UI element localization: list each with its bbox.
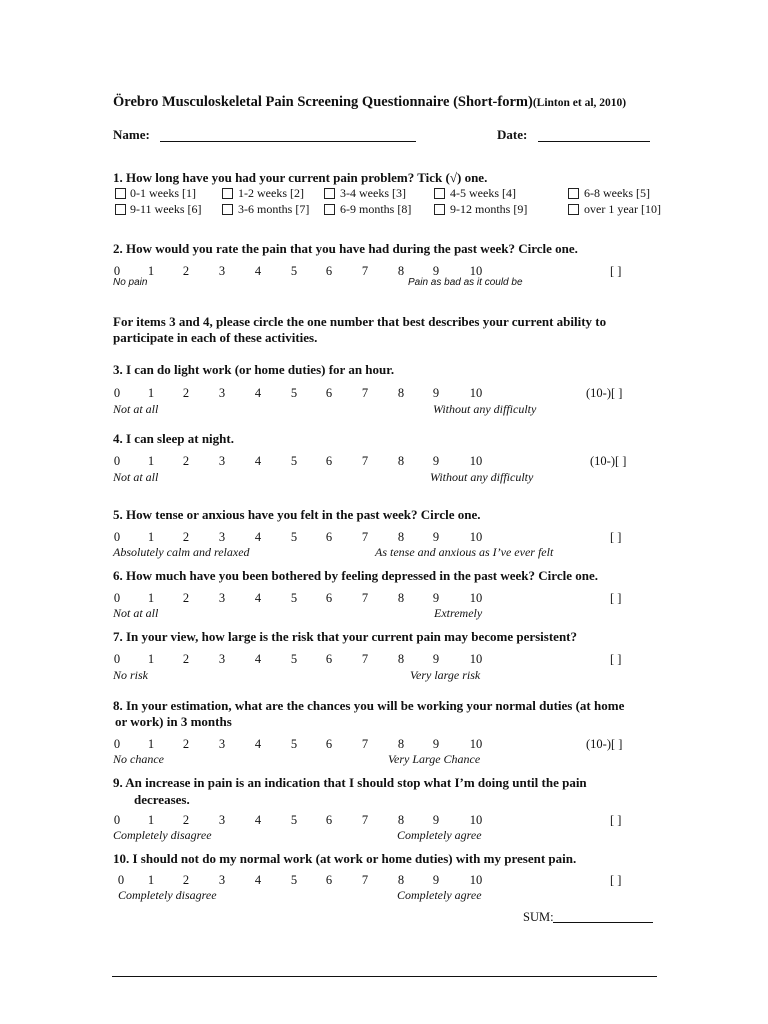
- question-7: 7. In your view, how large is the risk that your current pain may become persistent?: [113, 629, 578, 644]
- instruction-line-1: For items 3 and 4, please circle the one number that best describes your current ability to: [113, 314, 607, 329]
- scale-option-10[interactable]: 10: [469, 591, 483, 605]
- scale-high-anchor: Without any difficulty: [433, 402, 537, 416]
- question-3: 3. I can do light work (or home duties) for an hour.: [113, 362, 395, 377]
- score-box[interactable]: [ ]: [610, 264, 622, 278]
- scale-high-anchor: Completely agree: [397, 888, 482, 902]
- scale-high-anchor: As tense and anxious as I’ve ever felt: [375, 545, 554, 559]
- scale-low-anchor: Not at all: [113, 470, 159, 484]
- scale-option-8[interactable]: 8: [397, 591, 405, 605]
- date-label: Date:: [497, 127, 528, 142]
- scale-option-4[interactable]: 4: [254, 652, 262, 666]
- scale-option-0[interactable]: 0: [113, 386, 121, 400]
- checkbox-4-5-weeks[interactable]: [434, 188, 445, 199]
- question-8-continued: or work) in 3 months: [115, 714, 232, 729]
- option-label: 1-2 weeks [2]: [238, 186, 304, 200]
- scale-option-6[interactable]: 6: [325, 264, 333, 278]
- scale-option-5[interactable]: 5: [290, 813, 298, 827]
- scale-low-anchor: Not at all: [113, 402, 159, 416]
- question-6: 6. How much have you been bothered by feeling depressed in the past week? Circle one.: [113, 568, 598, 583]
- option-label: 4-5 weeks [4]: [450, 186, 516, 200]
- checkbox-3-6-months[interactable]: [222, 204, 233, 215]
- scale-low-anchor: No pain: [113, 277, 148, 288]
- scale-option-8[interactable]: 8: [397, 530, 405, 544]
- option-label: 3-6 months [7]: [238, 202, 310, 216]
- scale-option-6[interactable]: 6: [325, 813, 333, 827]
- question-2: 2. How would you rate the pain that you have had during the past week? Circle one.: [113, 241, 578, 256]
- scale-low-anchor: Absolutely calm and relaxed: [113, 545, 250, 559]
- scale-option-3[interactable]: 3: [218, 591, 226, 605]
- question-9-continued: decreases.: [134, 792, 190, 807]
- scale-option-7[interactable]: 7: [361, 264, 369, 278]
- scale-option-9[interactable]: 9: [432, 530, 440, 544]
- option-label: 6-8 weeks [5]: [584, 186, 650, 200]
- scale-option-7[interactable]: 7: [361, 652, 369, 666]
- scale-option-6[interactable]: 6: [325, 652, 333, 666]
- instruction-line-2: participate in each of these activities.: [113, 330, 318, 345]
- sum-field[interactable]: [553, 922, 653, 923]
- scale-option-7[interactable]: 7: [361, 454, 369, 468]
- scale-low-anchor: No risk: [113, 668, 149, 682]
- scale-high-anchor: Very large risk: [410, 668, 481, 682]
- scale-option-8[interactable]: 8: [397, 873, 405, 887]
- scale-option-10[interactable]: 10: [469, 652, 483, 666]
- scale-option-5[interactable]: 5: [290, 386, 298, 400]
- scale-option-2[interactable]: 2: [182, 737, 190, 751]
- option-label: 0-1 weeks [1]: [130, 186, 196, 200]
- title-main: Örebro Musculoskeletal Pain Screening Questionnaire (Short-form): [113, 94, 533, 110]
- name-field[interactable]: [160, 141, 416, 142]
- scale-option-10[interactable]: 10: [469, 813, 483, 827]
- title-citation: (Linton et al, 2010): [532, 97, 627, 109]
- scale-option-3[interactable]: 3: [218, 873, 226, 887]
- scale-option-5[interactable]: 5: [290, 873, 298, 887]
- scale-low-anchor: Completely disagree: [118, 888, 217, 902]
- scale-option-2[interactable]: 2: [182, 264, 190, 278]
- scale-high-anchor: Without any difficulty: [430, 470, 534, 484]
- scale-option-3[interactable]: 3: [218, 813, 226, 827]
- option-label: 3-4 weeks [3]: [340, 186, 406, 200]
- scale-option-3[interactable]: 3: [218, 264, 226, 278]
- scale-option-10[interactable]: 10: [469, 264, 483, 278]
- scale-option-0[interactable]: 0: [113, 737, 121, 751]
- scale-option-0[interactable]: 0: [117, 873, 125, 887]
- scale-option-5[interactable]: 5: [290, 737, 298, 751]
- scale-option-4[interactable]: 4: [254, 591, 262, 605]
- scale-option-2[interactable]: 2: [182, 386, 190, 400]
- scale-option-9[interactable]: 9: [432, 591, 440, 605]
- scale-option-2[interactable]: 2: [182, 813, 190, 827]
- scale-option-10[interactable]: 10: [469, 454, 483, 468]
- scale-option-10[interactable]: 10: [469, 386, 483, 400]
- scale-low-anchor: No chance: [113, 752, 164, 766]
- scale-option-8[interactable]: 8: [397, 386, 405, 400]
- scale-option-0[interactable]: 0: [113, 454, 121, 468]
- scale-option-7[interactable]: 7: [361, 386, 369, 400]
- option-label: 9-12 months [9]: [450, 202, 528, 216]
- scale-option-0[interactable]: 0: [113, 652, 121, 666]
- scale-option-6[interactable]: 6: [325, 530, 333, 544]
- scale-option-2[interactable]: 2: [182, 530, 190, 544]
- scale-option-1[interactable]: 1: [147, 737, 155, 751]
- score-box[interactable]: [ ]: [610, 591, 622, 605]
- scale-option-3[interactable]: 3: [218, 386, 226, 400]
- checkbox-0-1-weeks[interactable]: [115, 188, 126, 199]
- footer-rule: [112, 976, 657, 977]
- scale-option-8[interactable]: 8: [397, 813, 405, 827]
- scale-option-0[interactable]: 0: [113, 813, 121, 827]
- scale-option-5[interactable]: 5: [290, 454, 298, 468]
- score-box[interactable]: (10-)[ ]: [590, 454, 627, 468]
- scale-option-3[interactable]: 3: [218, 530, 226, 544]
- page-title: [113, 94, 626, 111]
- scale-option-1[interactable]: 1: [147, 530, 155, 544]
- scale-option-1[interactable]: 1: [147, 652, 155, 666]
- scale-option-1[interactable]: 1: [147, 386, 155, 400]
- scale-option-7[interactable]: 7: [361, 813, 369, 827]
- scale-option-2[interactable]: 2: [182, 591, 190, 605]
- scale-low-anchor: Completely disagree: [113, 828, 212, 842]
- date-field[interactable]: [538, 141, 650, 142]
- question-1: 1. How long have you had your current pain problem? Tick (√) one.: [113, 170, 488, 185]
- scale-high-anchor: Very Large Chance: [388, 752, 481, 766]
- scale-option-6[interactable]: 6: [325, 591, 333, 605]
- scale-option-6[interactable]: 6: [325, 737, 333, 751]
- scale-option-0[interactable]: 0: [113, 264, 121, 278]
- checkbox-6-9-months[interactable]: [324, 204, 335, 215]
- name-label: Name:: [113, 127, 150, 142]
- scale-option-2[interactable]: 2: [182, 873, 190, 887]
- score-box[interactable]: [ ]: [610, 873, 622, 887]
- option-label: over 1 year [10]: [584, 202, 661, 216]
- scale-option-7[interactable]: 7: [361, 873, 369, 887]
- scale-option-10[interactable]: 10: [469, 737, 483, 751]
- scale-option-10[interactable]: 10: [469, 530, 483, 544]
- scale-option-6[interactable]: 6: [325, 873, 333, 887]
- scale-option-9[interactable]: 9: [432, 873, 440, 887]
- scale-option-4[interactable]: 4: [254, 454, 262, 468]
- option-label: 6-9 months [8]: [340, 202, 412, 216]
- scale-option-0[interactable]: 0: [113, 530, 121, 544]
- scale-option-1[interactable]: 1: [147, 873, 155, 887]
- checkbox-9-12-months[interactable]: [434, 204, 445, 215]
- scale-option-8[interactable]: 8: [397, 652, 405, 666]
- scale-option-9[interactable]: 9: [432, 454, 440, 468]
- scale-option-3[interactable]: 3: [218, 454, 226, 468]
- option-label: 9-11 weeks [6]: [130, 202, 202, 216]
- scale-option-1[interactable]: 1: [147, 264, 155, 278]
- checkbox-6-8-weeks[interactable]: [568, 188, 579, 199]
- score-box[interactable]: [ ]: [610, 813, 622, 827]
- scale-option-9[interactable]: 9: [432, 737, 440, 751]
- question-8: 8. In your estimation, what are the chances you will be working your normal duties (at home: [113, 698, 625, 713]
- scale-option-4[interactable]: 4: [254, 264, 262, 278]
- checkbox-1-2-weeks[interactable]: [222, 188, 233, 199]
- scale-option-4[interactable]: 4: [254, 386, 262, 400]
- scale-option-5[interactable]: 5: [290, 264, 298, 278]
- scale-option-9[interactable]: 9: [432, 813, 440, 827]
- scale-option-5[interactable]: 5: [290, 652, 298, 666]
- scale-option-2[interactable]: 2: [182, 652, 190, 666]
- scale-option-4[interactable]: 4: [254, 530, 262, 544]
- score-box[interactable]: (10-)[ ]: [586, 386, 623, 400]
- scale-option-1[interactable]: 1: [147, 454, 155, 468]
- checkbox-over-1-year[interactable]: [568, 204, 579, 215]
- scale-option-5[interactable]: 5: [290, 591, 298, 605]
- scale-option-4[interactable]: 4: [254, 813, 262, 827]
- scale-option-9[interactable]: 9: [432, 652, 440, 666]
- scale-option-1[interactable]: 1: [147, 591, 155, 605]
- scale-option-7[interactable]: 7: [361, 737, 369, 751]
- scale-option-5[interactable]: 5: [290, 530, 298, 544]
- question-5: 5. How tense or anxious have you felt in the past week? Circle one.: [113, 507, 481, 522]
- score-box[interactable]: [ ]: [610, 530, 622, 544]
- scale-high-anchor: Extremely: [434, 606, 483, 620]
- scale-option-3[interactable]: 3: [218, 737, 226, 751]
- scale-option-4[interactable]: 4: [254, 873, 262, 887]
- scale-option-10[interactable]: 10: [469, 873, 483, 887]
- sum-label: SUM:: [523, 910, 554, 924]
- scale-high-anchor: Completely agree: [397, 828, 482, 842]
- scale-option-2[interactable]: 2: [182, 454, 190, 468]
- scale-option-0[interactable]: 0: [113, 591, 121, 605]
- question-4: 4. I can sleep at night.: [113, 431, 234, 446]
- scale-option-3[interactable]: 3: [218, 652, 226, 666]
- scale-high-anchor: Pain as bad as it could be: [408, 277, 523, 288]
- scale-option-8[interactable]: 8: [397, 737, 405, 751]
- score-box[interactable]: (10-)[ ]: [586, 737, 623, 751]
- scale-option-7[interactable]: 7: [361, 530, 369, 544]
- scale-option-7[interactable]: 7: [361, 591, 369, 605]
- scale-option-4[interactable]: 4: [254, 737, 262, 751]
- score-box[interactable]: [ ]: [610, 652, 622, 666]
- question-10: 10. I should not do my normal work (at work or home duties) with my present pain.: [113, 851, 577, 866]
- scale-option-6[interactable]: 6: [325, 386, 333, 400]
- scale-option-9[interactable]: 9: [432, 264, 440, 278]
- question-9: 9. An increase in pain is an indication that I should stop what I’m doing until the pain: [113, 775, 587, 790]
- scale-option-8[interactable]: 8: [397, 264, 405, 278]
- scale-option-1[interactable]: 1: [147, 813, 155, 827]
- checkbox-9-11-weeks[interactable]: [115, 204, 126, 215]
- scale-low-anchor: Not at all: [113, 606, 159, 620]
- scale-option-9[interactable]: 9: [432, 386, 440, 400]
- scale-option-6[interactable]: 6: [325, 454, 333, 468]
- checkbox-3-4-weeks[interactable]: [324, 188, 335, 199]
- scale-option-8[interactable]: 8: [397, 454, 405, 468]
